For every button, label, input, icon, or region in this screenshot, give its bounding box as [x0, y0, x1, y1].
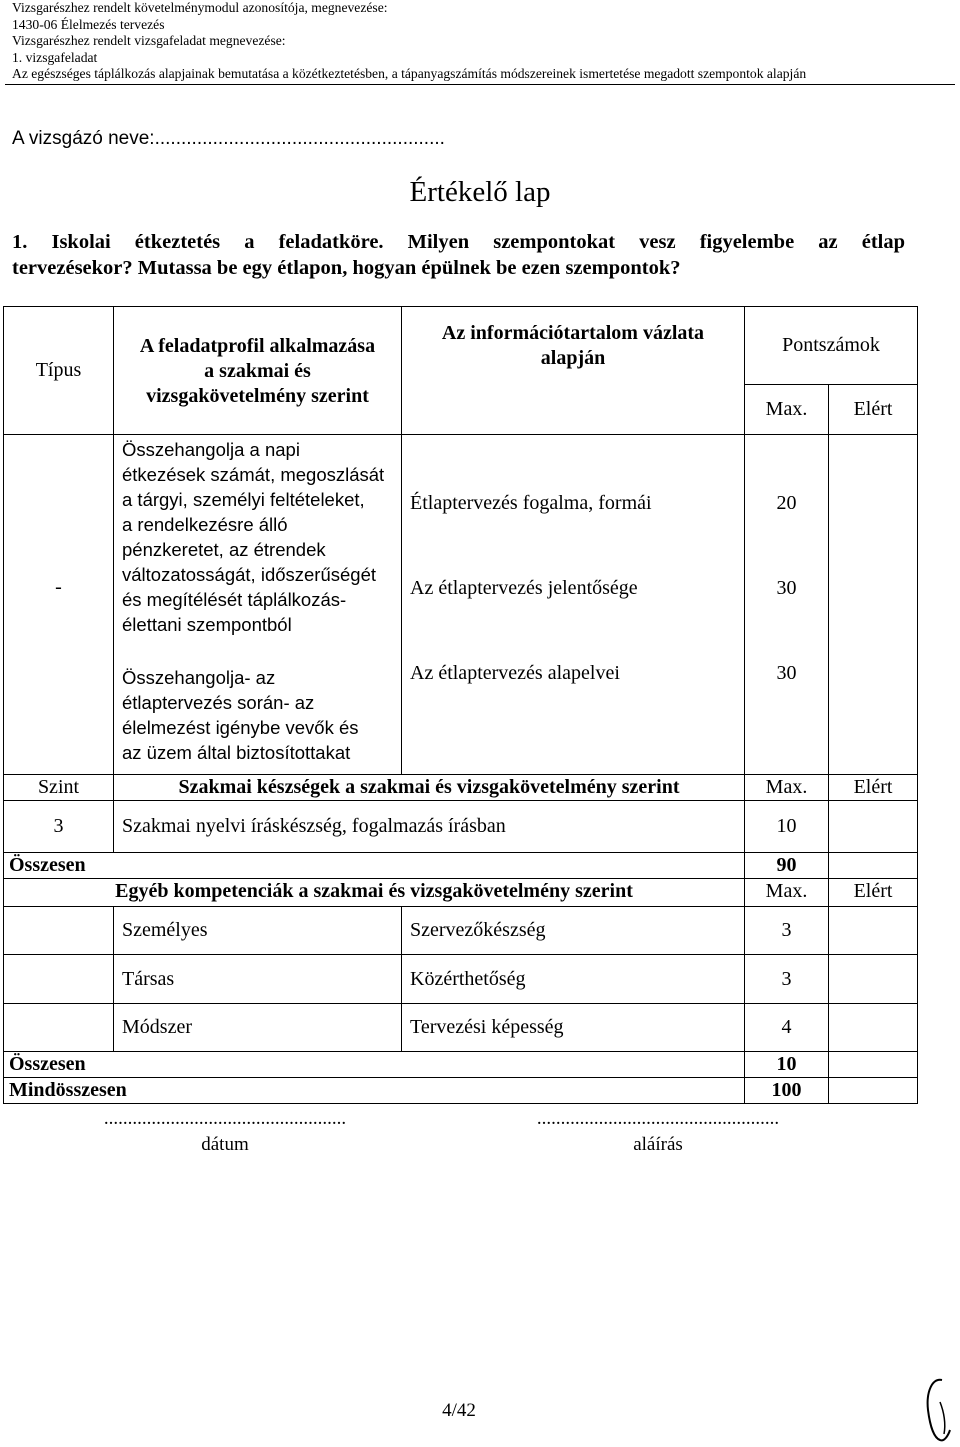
comp-blank [4, 1004, 114, 1052]
comp-blank [4, 955, 114, 1004]
col-header-points: Pontszámok [745, 307, 918, 385]
sum1-value: 90 [745, 853, 829, 879]
grand-total-elert [829, 1078, 918, 1104]
max-points [745, 435, 829, 775]
skills-header: Szakmai készségek a szakmai és vizsgakövetelmény szerint [114, 775, 745, 801]
col-header-info: Az információtartalom vázlata alapján [402, 307, 745, 435]
skills-elert-header: Elért [829, 775, 918, 801]
comp-type: Személyes [114, 907, 402, 955]
grand-total-value: 100 [745, 1078, 829, 1104]
header-line: 1430-06 Élelmezés tervezés [12, 16, 165, 32]
other-elert-header: Elért [829, 879, 918, 907]
comp-max: 4 [745, 1004, 829, 1052]
date-dots: ................................................... [103, 1108, 347, 1129]
col-header-profile: A feladatprofil alkalmazása a szakmai és vizsgakövetelmény szerint [114, 307, 402, 435]
comp-elert [829, 955, 918, 1004]
evaluation-table [3, 306, 918, 1104]
col-header-elert: Elért [829, 385, 918, 435]
comp-name: Szervezőkészség [402, 907, 745, 955]
skill-max: 10 [745, 801, 829, 853]
exam-question [12, 229, 905, 281]
comp-elert [829, 1004, 918, 1052]
header-line: Vizsgarészhez rendelt követelménymodul azonosítója, megnevezése: [12, 0, 388, 15]
info-items [402, 435, 745, 775]
profile-description: Összehangolja a napi étkezések számát, megoszlását a tárgyi, személyi feltételeket, a rendelkezésre álló pénzkeretet, az étrendek változatosságát, időszerűségét és megítélését táplálkozás- élettani szempontból Összehangolja- az étlaptervezés során- az élelmezést igénybe vevők és az üzem által biztosítottakat [114, 435, 402, 775]
skills-max-header: Max. [745, 775, 829, 801]
max-value: 30 [776, 577, 797, 599]
info-item: Étlaptervezés fogalma, formái [410, 492, 652, 514]
header-line: Az egészséges táplálkozás alapjainak bemutatása a közétkeztetésben, a tápanyagszámítás módszereinek ismertetése megadott szempontok alapján [12, 66, 807, 81]
comp-blank [4, 907, 114, 955]
other-comp-header: Egyéb kompetenciák a szakmai és vizsgakövetelmény szerint [4, 879, 745, 907]
page-title: Értékelő lap [409, 176, 551, 208]
max-value: 20 [776, 492, 797, 514]
signature-block [508, 1108, 808, 1156]
comp-max: 3 [745, 907, 829, 955]
sum2-label: Összesen [4, 1052, 745, 1078]
skill-level: 3 [4, 801, 114, 853]
skill-elert [829, 801, 918, 853]
candidate-name-line: A vizsgázó neve:....................................................... [12, 128, 445, 149]
comp-type: Módszer [114, 1004, 402, 1052]
page-number: 4/42 [442, 1400, 476, 1421]
date-label: dátum [201, 1134, 249, 1155]
max-value: 30 [776, 662, 797, 684]
header-divider [5, 84, 955, 85]
question-line: 1. Iskolai étkeztetés a feladatköre. Milyen szempontokat vesz figyelembe az étlap [12, 231, 905, 253]
sum1-elert [829, 853, 918, 879]
comp-elert [829, 907, 918, 955]
sum2-elert [829, 1052, 918, 1078]
other-max-header: Max. [745, 879, 829, 907]
tipus-value: - [4, 435, 114, 775]
info-item: Az étlaptervezés alapelvei [410, 662, 620, 684]
info-item: Az étlaptervezés jelentősége [410, 577, 638, 599]
comp-name: Közérthetőség [402, 955, 745, 1004]
comp-name: Tervezési képesség [402, 1004, 745, 1052]
signature-label: aláírás [633, 1134, 683, 1155]
date-block [75, 1108, 375, 1156]
header-line: 1. vizsgafeladat [12, 49, 98, 65]
grand-total-label: Mindösszesen [4, 1078, 745, 1104]
achieved-points [829, 435, 918, 775]
comp-type: Társas [114, 955, 402, 1004]
col-header-max: Max. [745, 385, 829, 435]
question-line: tervezésekor? Mutassa be egy étlapon, hogyan épülnek be ezen szempontok? [12, 257, 681, 279]
comp-max: 3 [745, 955, 829, 1004]
skill-text: Szakmai nyelvi íráskészség, fogalmazás írásban [114, 801, 745, 853]
header-line: Vizsgarészhez rendelt vizsgafeladat megnevezése: [12, 33, 286, 48]
sum2-value: 10 [745, 1052, 829, 1078]
sum1-label: Összesen [4, 853, 745, 879]
handwritten-signature [918, 1372, 954, 1444]
signature-dots: ................................................... [536, 1108, 780, 1129]
col-header-tipus: Típus [4, 307, 114, 435]
szint-label: Szint [4, 775, 114, 801]
document-header [12, 0, 952, 83]
